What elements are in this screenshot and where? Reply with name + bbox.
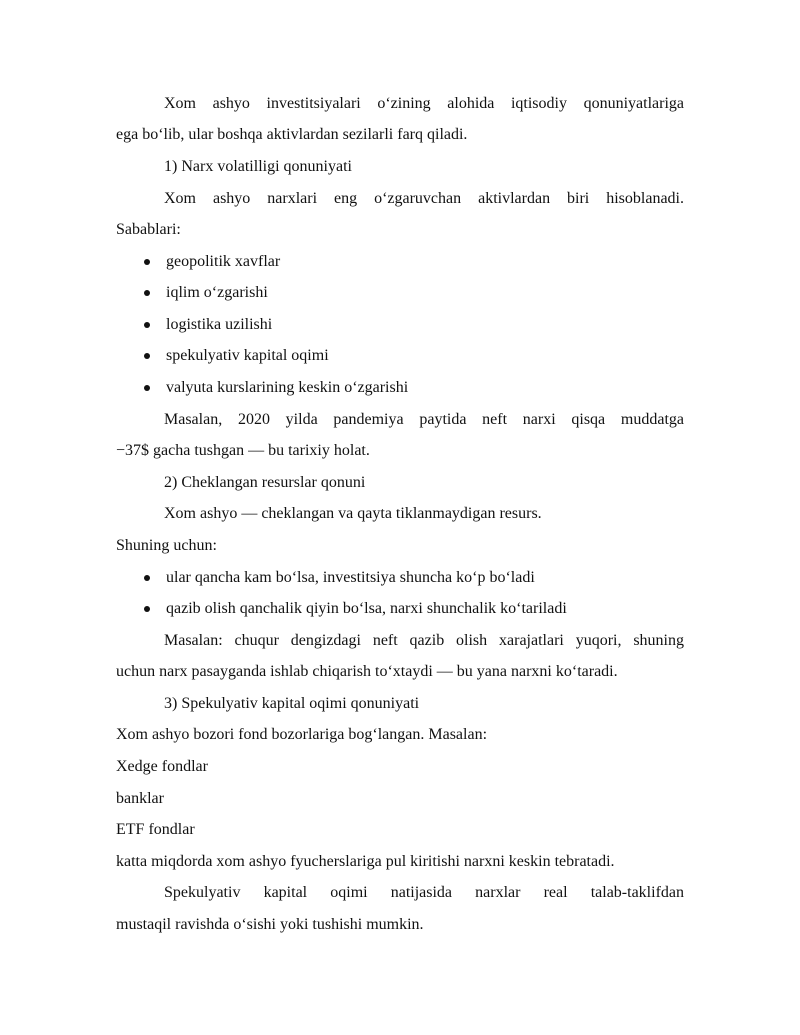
list-item bbox=[116, 313, 684, 337]
list-item: ETF fondlar bbox=[116, 821, 195, 838]
section-2-paragraph-line-1: Xom ashyo — cheklangan va qayta tiklanmaydigan resurs. bbox=[164, 505, 542, 522]
section-3-paragraph-line-1: Xom ashyo bozori fond bozorlariga bog‘langan. Masalan: bbox=[116, 726, 488, 743]
section-3-final-line-1: Spekulyativ kapital oqimi natijasida narxlar real talab-taklifdan bbox=[164, 884, 684, 901]
section-2-heading: 2) Cheklangan resurslar qonuni bbox=[164, 474, 366, 491]
bullet-icon bbox=[144, 259, 150, 265]
section-1-example-line-2: −37$ gacha tushgan — bu tarixiy holat. bbox=[116, 442, 370, 459]
bullet-icon bbox=[144, 353, 150, 359]
list-item-text: qazib olish qanchalik qiyin bo‘lsa, narxi shunchalik ko‘tariladi bbox=[166, 600, 567, 617]
section-2-example-line-1: Masalan: chuqur dengizdagi neft qazib olish xarajatlari yuqori, shuning bbox=[164, 632, 684, 649]
list-item bbox=[116, 597, 684, 621]
list-item-text: spekulyativ kapital oqimi bbox=[166, 347, 329, 364]
section-1-heading: 1) Narx volatilligi qonuniyati bbox=[164, 158, 352, 175]
section-2-paragraph-line-2: Shuning uchun: bbox=[116, 537, 217, 554]
section-2-example-line-2: uchun narx pasayganda ishlab chiqarish to‘xtaydi — bu yana narxni ko‘taradi. bbox=[116, 663, 618, 680]
list-item bbox=[116, 566, 684, 590]
list-item-text: valyuta kurslarining keskin o‘zgarishi bbox=[166, 379, 409, 396]
list-item bbox=[116, 250, 684, 274]
section-3-heading: 3) Spekulyativ kapital oqimi qonuniyati bbox=[164, 695, 420, 712]
intro-line-2: ega bo‘lib, ular boshqa aktivlardan sezilarli farq qiladi. bbox=[116, 126, 468, 143]
bullet-icon bbox=[144, 290, 150, 296]
list-item-text: logistika uzilishi bbox=[166, 316, 273, 333]
list-item bbox=[116, 376, 684, 400]
list-item bbox=[116, 344, 684, 368]
bullet-icon bbox=[144, 606, 150, 612]
section-1-example-line-1: Masalan, 2020 yilda pandemiya paytida neft narxi qisqa muddatga bbox=[164, 411, 684, 428]
intro-line-1: Xom ashyo investitsiyalari o‘zining alohida iqtisodiy qonuniyatlariga bbox=[164, 95, 684, 112]
list-item-text: ular qancha kam bo‘lsa, investitsiya shuncha ko‘p bo‘ladi bbox=[166, 569, 535, 586]
bullet-icon bbox=[144, 385, 150, 391]
list-item bbox=[116, 281, 684, 305]
section-3-final-line-2: mustaqil ravishda o‘sishi yoki tushishi mumkin. bbox=[116, 916, 424, 933]
list-item-text: geopolitik xavflar bbox=[166, 253, 281, 270]
section-3-paragraph-line-2: katta miqdorda xom ashyo fyucherslariga pul kiritishi narxni keskin tebratadi. bbox=[116, 853, 615, 870]
section-1-paragraph-line-1: Xom ashyo narxlari eng o‘zgaruvchan aktivlardan biri hisoblanadi. bbox=[164, 190, 684, 207]
list-item: banklar bbox=[116, 790, 164, 807]
bullet-icon bbox=[144, 575, 150, 581]
list-item-text: iqlim o‘zgarishi bbox=[166, 284, 268, 301]
list-item: Xedge fondlar bbox=[116, 758, 208, 775]
section-1-paragraph-line-2: Sabablari: bbox=[116, 221, 181, 238]
bullet-icon bbox=[144, 322, 150, 328]
